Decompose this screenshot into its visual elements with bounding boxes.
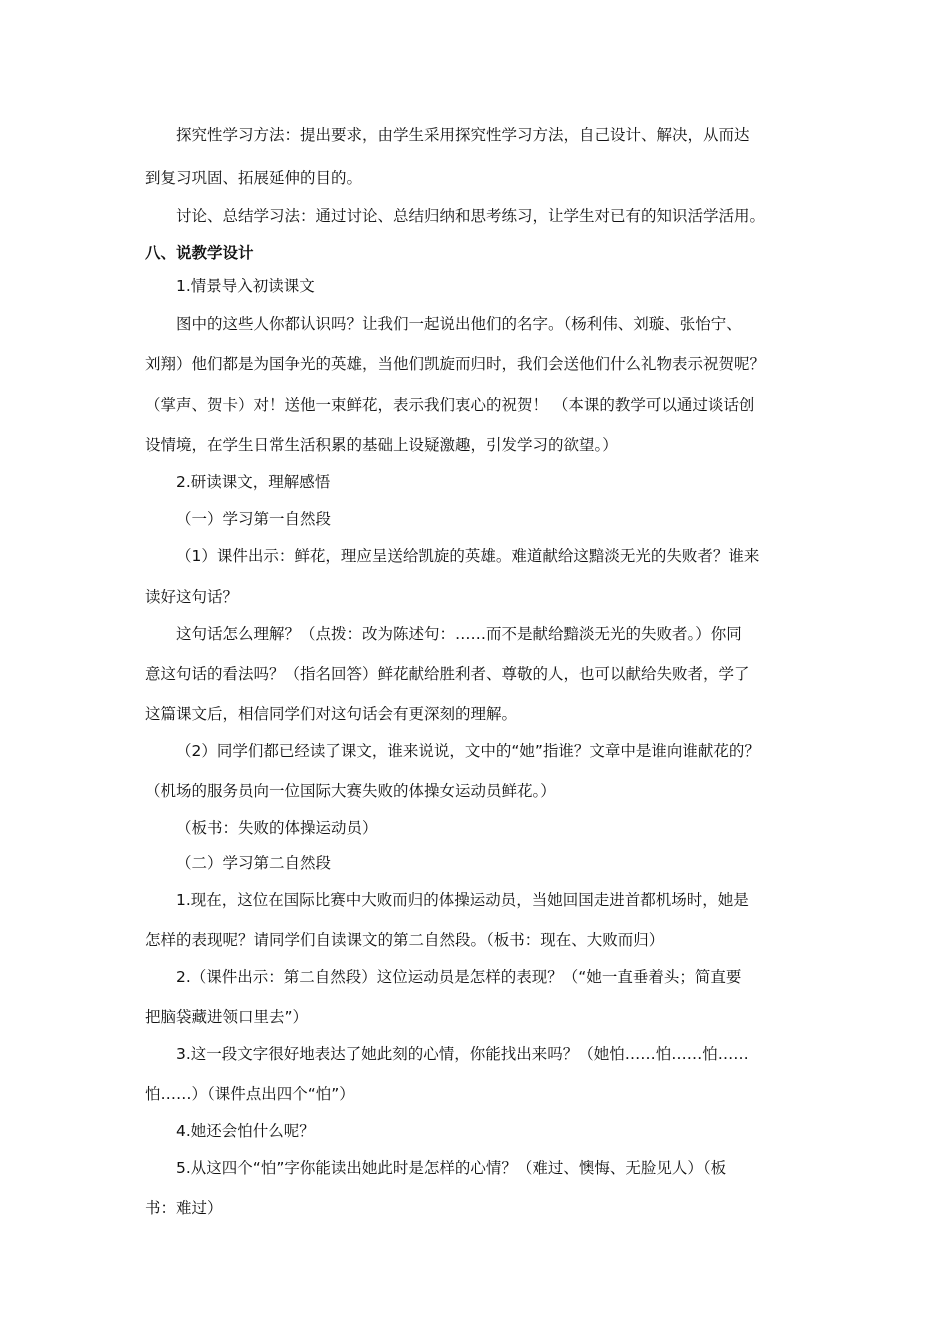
paragraph-line: 2.（课件出示：第二自然段）这位运动员是怎样的表现？（“她一直垂着头；简直要 xyxy=(176,968,742,986)
paragraph-line: 1.现在，这位在国际比赛中大败而归的体操运动员，当她回国走进首都机场时，她是 xyxy=(176,891,749,909)
paragraph-line: （1）课件出示：鲜花，理应呈送给凯旋的英雄。难道献给这黯淡无光的失败者？谁来 xyxy=(176,547,760,565)
paragraph-line: 怎样的表现呢？请同学们自读课文的第二自然段。（板书：现在、大败而归） xyxy=(145,931,665,949)
paragraph-line: （掌声、贺卡）对！送他一束鲜花，表示我们衷心的祝贺！ （本课的教学可以通过谈话创 xyxy=(145,396,755,414)
section-heading: 八、说教学设计 xyxy=(145,244,254,262)
paragraph-line: 4.她还会怕什么呢？ xyxy=(176,1122,315,1140)
subheading: 1.情景导入初读课文 xyxy=(176,277,315,295)
paragraph-line: （2）同学们都已经读了课文，谁来说说，文中的“她”指谁？文章中是谁向谁献花的？ xyxy=(176,742,760,760)
paragraph-line: 刘翔）他们都是为国争光的英雄，当他们凯旋而归时，我们会送他们什么礼物表示祝贺呢？ xyxy=(145,355,766,373)
paragraph-line: 3.这一段文字很好地表达了她此刻的心情，你能找出来吗？（她怕……怕……怕…… xyxy=(176,1045,749,1063)
paragraph-line: 这句话怎么理解？（点拨：改为陈述句：……而不是献给黯淡无光的失败者。）你同 xyxy=(176,625,742,643)
paragraph-line: 探究性学习方法：提出要求，由学生采用探究性学习方法，自己设计、解决，从而达 xyxy=(176,126,750,144)
paragraph-line: 书：难过） xyxy=(145,1199,223,1217)
paragraph-line: 怕……）（课件点出四个“怕”） xyxy=(145,1085,355,1103)
paragraph-line: （机场的服务员向一位国际大赛失败的体操女运动员鲜花。） xyxy=(145,782,556,800)
paragraph-line: 5.从这四个“怕”字你能读出她此时是怎样的心情？（难过、懊悔、无脸见人）（板 xyxy=(176,1159,727,1177)
paragraph-line: 读好这句话？ xyxy=(145,588,239,606)
subheading: （一）学习第一自然段 xyxy=(176,510,332,528)
paragraph-line: 把脑袋藏进领口里去”） xyxy=(145,1008,309,1026)
paragraph-line: 图中的这些人你都认识吗？让我们一起说出他们的名字。（杨利伟、刘璇、张怡宁、 xyxy=(176,315,742,333)
paragraph-line: 设情境，在学生日常生活积累的基础上设疑激趣，引发学习的欲望。） xyxy=(145,436,618,454)
paragraph-line: 这篇课文后，相信同学们对这句话会有更深刻的理解。 xyxy=(145,705,518,723)
subheading: 2.研读课文，理解感悟 xyxy=(176,473,331,491)
paragraph-line: 讨论、总结学习法：通过讨论、总结归纳和思考练习，让学生对已有的知识活学活用。 xyxy=(176,207,766,225)
paragraph-line: 到复习巩固、拓展延伸的目的。 xyxy=(145,169,363,187)
subheading: （二）学习第二自然段 xyxy=(176,854,332,872)
paragraph-line: （板书：失败的体操运动员） xyxy=(176,819,378,837)
paragraph-line: 意这句话的看法吗？（指名回答）鲜花献给胜利者、尊敬的人，也可以献给失败者，学了 xyxy=(145,665,750,683)
